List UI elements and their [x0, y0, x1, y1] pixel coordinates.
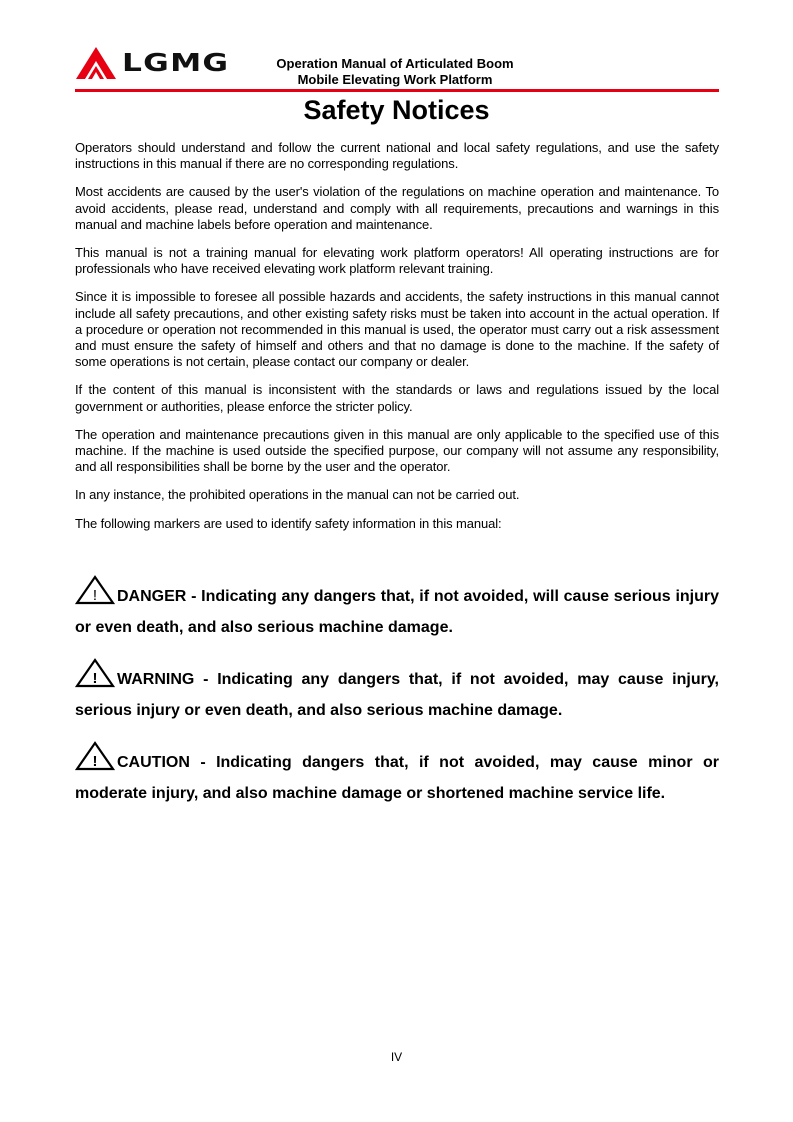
document-header-title	[250, 56, 540, 88]
paragraph: If the content of this manual is inconsistent with the standards or laws and regulations issued by the local government or authorities, please enforce the stricter policy.	[75, 382, 719, 414]
page-title: Safety Notices	[303, 95, 490, 125]
paragraph: The operation and maintenance precautions given in this manual are only applicable to the specified use of this machine. If the machine is used outside the specified purpose, our company will not assume any responsibility, and all responsibilities shall be borne by the user and the operator.	[75, 426, 719, 475]
lgmg-logo-mark-icon	[74, 45, 120, 81]
warning-triangle-icon	[75, 575, 115, 605]
paragraph: Most accidents are caused by the user's violation of the regulations on machine operation and maintenance. To avoid accidents, please read, understand and comply with all requirements, precautions and warnings in this manual and machine labels before operation and maintenance.	[75, 184, 719, 232]
logo-text: LGMG	[122, 48, 230, 77]
warning-notice	[75, 658, 719, 726]
paragraph: This manual is not a training manual for elevating work platform operators! All operating instructions are for professionals who have received elevating work platform relevant training.	[75, 245, 719, 277]
warning-triangle-icon	[75, 741, 115, 771]
svg-text:!: !	[92, 587, 98, 604]
header-title-line-2: Mobile Elevating Work Platform	[297, 72, 493, 87]
danger-notice	[75, 575, 719, 643]
paragraph: Since it is impossible to foresee all possible hazards and accidents, the safety instructions in this manual cannot include all safety precautions, and other existing safety risks must be taken into account in the actual operation. If a procedure or operation not recommended in this manual is used, the operator must carry out a risk assessment and must ensure the safety of himself and others and that no damage is done to the machine. If the safety of some operations is not certain, please contact our company or dealer.	[75, 289, 719, 370]
warning-notice-text: WARNING - Indicating any dangers that, if not avoided, may cause injury, serious injury or even death, and also serious machine damage.	[75, 671, 719, 719]
paragraph: The following markers are used to identify safety information in this manual:	[75, 515, 502, 531]
danger-notice-text: DANGER - Indicating any dangers that, if not avoided, will cause serious injury or even death, and also serious machine damage.	[75, 588, 719, 636]
caution-notice-text: CAUTION - Indicating dangers that, if not avoided, may cause minor or moderate injury, and also machine damage or shortened machine service life.	[75, 754, 719, 802]
lgmg-logo	[74, 45, 230, 81]
header-title-line-1: Operation Manual of Articulated Boom	[276, 56, 514, 71]
svg-text:!: !	[92, 753, 98, 770]
caution-notice	[75, 741, 719, 809]
body-text	[75, 140, 719, 544]
svg-text:!: !	[92, 670, 98, 687]
page-number: IV	[390, 1050, 403, 1064]
warning-triangle-icon	[75, 658, 115, 688]
paragraph: Operators should understand and follow the current national and local safety regulations, and use the safety instructions in this manual if there are no corresponding regulations.	[75, 140, 719, 172]
paragraph: In any instance, the prohibited operations in the manual can not be carried out.	[75, 487, 520, 503]
